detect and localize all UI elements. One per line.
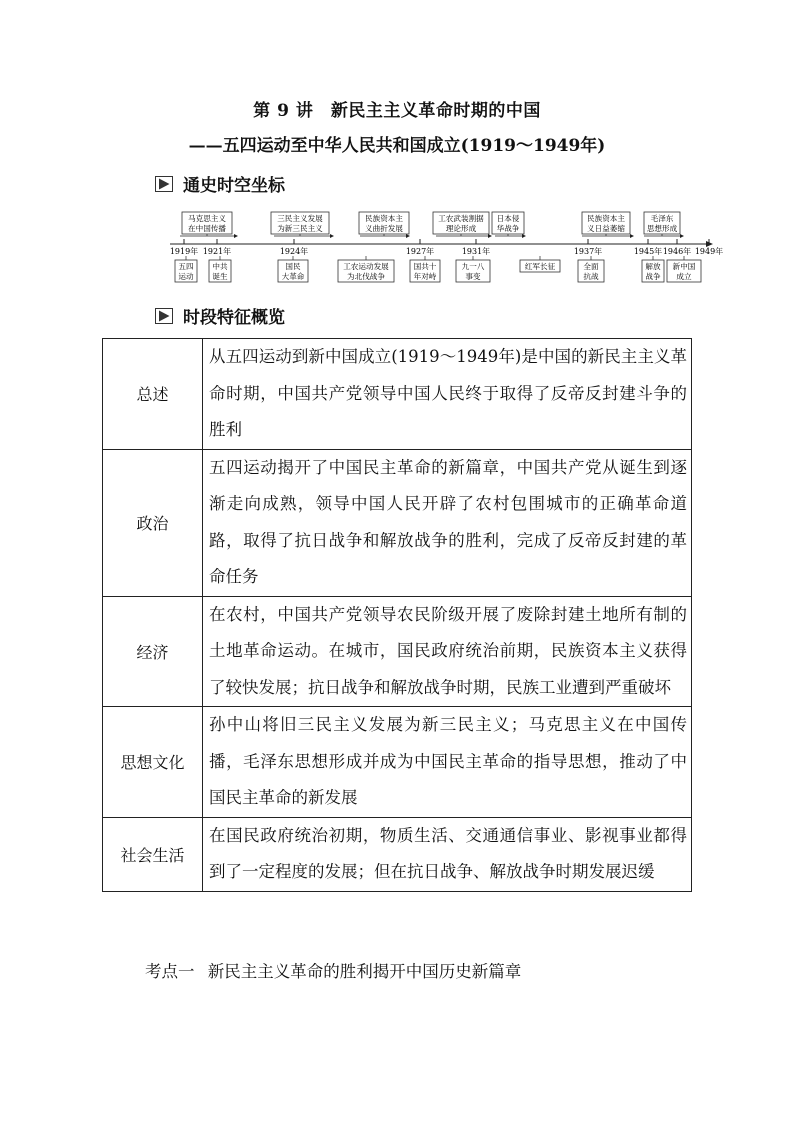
- arrow-head-icon: [234, 234, 238, 238]
- event-above-text: 华战争: [496, 224, 520, 233]
- event-above-text: 马克思主义: [188, 214, 226, 223]
- row-category: 总述: [103, 339, 203, 450]
- event-below-text: 战争: [645, 272, 661, 281]
- event-above-text: 义曲折发展: [365, 224, 403, 233]
- play-triangle-icon: [155, 308, 173, 324]
- year-label: 1924年: [279, 247, 309, 256]
- year-label: 1945年: [633, 247, 663, 256]
- year-label: 1931年: [461, 247, 491, 256]
- arrow-head-icon: [522, 234, 526, 238]
- event-below-text: 中共: [212, 262, 228, 271]
- event-below-text: 解放: [645, 262, 661, 271]
- year-label: 1937年: [573, 247, 603, 256]
- event-below-text: 新中国: [672, 262, 696, 271]
- section-title: 通史时空坐标: [183, 176, 285, 196]
- event-below-text: 诞生: [212, 272, 228, 281]
- event-above-text: 民族资本主: [587, 214, 625, 223]
- event-above-text: 思想形成: [646, 224, 678, 233]
- event-above-text: 为新三民主义: [277, 224, 323, 233]
- arrow-head-icon: [680, 234, 684, 238]
- event-below-text: 运动: [178, 272, 194, 281]
- arrow-head-icon: [630, 234, 634, 238]
- table-row: [103, 817, 692, 891]
- event-above-text: 在中国传播: [188, 224, 226, 233]
- event-above-text: 日本侵: [496, 214, 520, 223]
- event-below-text: 为北伐战争: [347, 272, 385, 281]
- timeline-diagram: [150, 200, 724, 288]
- year-label: 1949年: [694, 247, 724, 256]
- table-row: [103, 339, 692, 450]
- event-below-text: 成立: [676, 272, 692, 281]
- overview-table: [102, 338, 692, 892]
- row-category: 社会生活: [103, 817, 203, 891]
- event-above-text: 义日益萎缩: [587, 224, 625, 233]
- event-below-text: 九一八: [461, 262, 485, 271]
- topic-heading: [145, 958, 521, 982]
- event-below-text: 五四: [178, 262, 194, 271]
- year-label: 1919年: [169, 247, 199, 256]
- table-row: [103, 596, 692, 707]
- row-category: 思想文化: [103, 707, 203, 818]
- play-triangle-icon: [155, 176, 173, 192]
- arrow-head-icon: [488, 234, 492, 238]
- row-text: 从五四运动到新中国成立(1919～1949年)是中国的新民主主义革命时期，中国共产党领导中国人民终于取得了反帝反封建斗争的胜利: [203, 339, 692, 450]
- topic-text: 新民主主义革命的胜利揭开中国历史新篇章: [207, 962, 522, 981]
- section-heading-timeline: [155, 171, 285, 196]
- year-label: 1927年: [405, 247, 435, 256]
- arrow-head-icon: [406, 234, 410, 238]
- event-below-text: 大革命: [281, 272, 305, 281]
- arrow-head-icon: [330, 234, 334, 238]
- row-category: 经济: [103, 596, 203, 707]
- table-row: [103, 449, 692, 596]
- section-title: 时段特征概览: [183, 308, 285, 328]
- event-below-text: 年对峙: [413, 272, 437, 281]
- event-below-text: 红军长征: [524, 262, 556, 271]
- event-above-text: 三民主义发展: [277, 214, 323, 223]
- row-text: 在农村，中国共产党领导农民阶级开展了废除封建土地所有制的土地革命运动。在城市，国民政府统治前期，民族资本主义获得了较快发展；抗日战争和解放战争时期，民族工业遭到严重破坏: [203, 596, 692, 707]
- event-below-text: 工农运动发展: [343, 262, 389, 271]
- row-text: 在国民政府统治初期，物质生活、交通通信事业、影视事业都得到了一定程度的发展；但在抗日战争、解放战争时期发展迟缓: [203, 817, 692, 891]
- event-above-text: 民族资本主: [365, 214, 403, 223]
- row-category: 政治: [103, 449, 203, 596]
- event-below-text: 国民: [285, 262, 301, 271]
- row-text: 孙中山将旧三民主义发展为新三民主义；马克思主义在中国传播，毛泽东思想形成并成为中国民主革命的指导思想，推动了中国民主革命的新发展: [203, 707, 692, 818]
- event-below-text: 事变: [465, 272, 481, 281]
- event-above-text: 毛泽东: [650, 214, 674, 223]
- event-below-text: 抗战: [583, 272, 599, 281]
- year-label: 1946年: [662, 247, 692, 256]
- event-above-text: 工农武装割据: [438, 214, 484, 223]
- event-below-text: 全面: [583, 262, 599, 271]
- lesson-subtitle: ——五四运动至中华人民共和国成立(1919～1949年): [188, 136, 606, 156]
- event-above-text: 理论形成: [445, 224, 477, 233]
- lesson-title: 第 9 讲 新民主主义革命时期的中国: [253, 101, 541, 121]
- year-label: 1921年: [202, 247, 232, 256]
- topic-label: 考点一: [145, 962, 195, 981]
- table-row: [103, 707, 692, 818]
- event-below-text: 国共十: [413, 262, 437, 271]
- section-heading-overview: [155, 303, 285, 328]
- row-text: 五四运动揭开了中国民主革命的新篇章，中国共产党从诞生到逐渐走向成熟，领导中国人民开辟了农村包围城市的正确革命道路，取得了抗日战争和解放战争的胜利，完成了反帝反封建的革命任务: [203, 449, 692, 596]
